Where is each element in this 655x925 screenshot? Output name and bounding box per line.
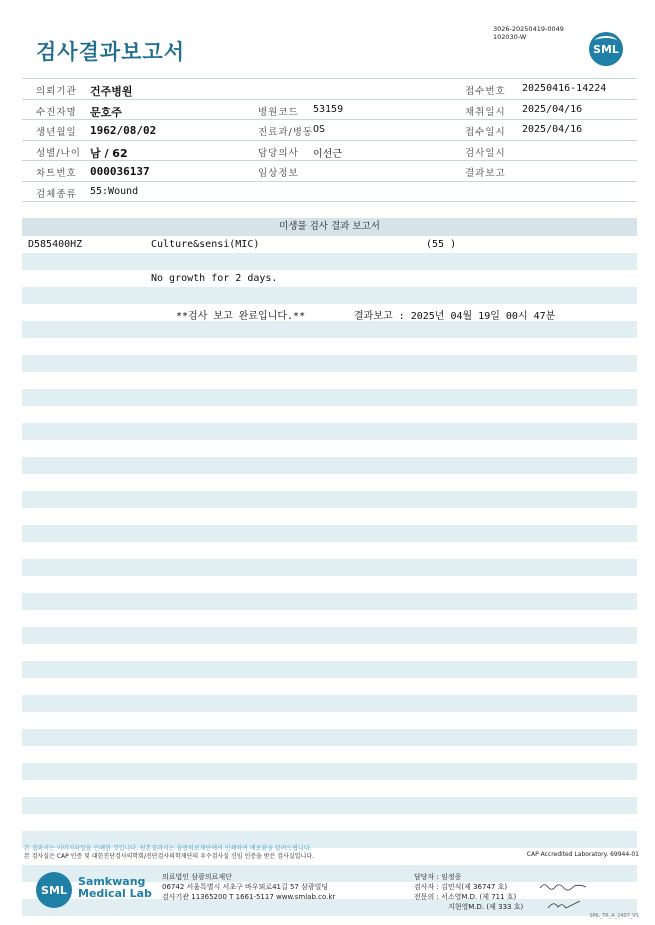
birth-value: 1962/08/02 [90, 124, 157, 137]
sex-age-label: 성별/나이 [36, 147, 81, 159]
footer-note-cap: 본 검사실은 CAP 인증 및 대한진단검사의학회/진단검사의학재단의 우수검사실 신임 인증을 받은 검사실입니다. [24, 853, 314, 860]
info-row [22, 100, 637, 121]
specimen-code: (55 ) [426, 239, 457, 250]
institution-label: 의뢰기관 [36, 86, 77, 97]
test-name: Culture&sensi(MIC) [151, 239, 260, 250]
lab-name-line1: Samkwang [78, 875, 146, 888]
staff-line1: 담당자 : 임정웅 [414, 873, 462, 881]
lab-address-line1: 의료법인 삼광의료재단 [162, 873, 232, 881]
page-title: 검사결과보고서 [36, 40, 186, 64]
form-version: SML_TR_A_2407_V1 [589, 913, 639, 919]
hospital-code-value: 53159 [313, 103, 344, 115]
sml-logo-icon [589, 32, 623, 66]
specimen-label: 검체종류 [36, 188, 77, 200]
info-row [22, 79, 637, 100]
department-value: OS [313, 124, 326, 135]
patient-name-value: 문호주 [90, 105, 122, 119]
staff-line3: 전문의 : 서소영M.D. (제 711 호) [414, 893, 517, 901]
cap-accreditation: CAP Accredited Laboratory. 69944-01 [526, 851, 639, 858]
test-date-label: 검사일시 [465, 147, 506, 159]
received-date-label: 접수일시 [465, 127, 506, 138]
completion-text: **검사 보고 완료입니다.** [176, 311, 306, 322]
document-id-line2: 102030-W [493, 33, 527, 41]
chart-no-value: 000036137 [90, 165, 150, 178]
finding-text: No growth for 2 days. [151, 273, 278, 284]
lab-name-line2: Medical Lab [78, 887, 152, 900]
staff-line2: 검사자 : 김민식(제 36747 호) [414, 883, 508, 891]
info-row [22, 161, 637, 182]
lab-address [162, 872, 335, 902]
doctor-value: 이선근 [313, 148, 342, 160]
info-row [22, 141, 637, 162]
lab-name [78, 876, 152, 900]
signature-icon [546, 898, 582, 912]
result-header: 미생물 검사 결과 보고서 [22, 218, 637, 236]
document-id [493, 25, 564, 41]
patient-info-table [22, 78, 637, 202]
signature-icon [538, 880, 588, 892]
test-code: D585400HZ [28, 239, 83, 250]
doctor-label: 담당의사 [258, 147, 299, 159]
report-label: 결과보고 [465, 168, 506, 179]
institution-value: 건주병원 [90, 85, 133, 98]
receipt-no-value: 20250416-14224 [522, 83, 607, 94]
document-id-line1: 3026-20250419-0049 [493, 25, 564, 33]
specimen-value: 55:Wound [90, 185, 139, 197]
result-stripes [22, 253, 637, 925]
staff-list [414, 872, 523, 912]
lab-logo-text: SML [41, 883, 67, 897]
patient-name-label: 수진자명 [36, 106, 77, 118]
clinical-info-label: 임상정보 [258, 168, 299, 179]
lab-address-line2: 06742 서울특별시 서초구 바우뫼로41길 57 삼광빌딩 [162, 883, 329, 891]
chart-no-label: 차트번호 [36, 168, 77, 179]
hospital-code-label: 병원코드 [258, 106, 299, 118]
collection-date-value: 2025/04/16 [522, 103, 583, 115]
report-time: 결과보고 : 2025년 04월 19일 00시 47분 [354, 311, 556, 322]
collection-date-label: 채취일시 [465, 106, 506, 118]
received-date-value: 2025/04/16 [522, 124, 583, 135]
sml-logo-text: SML [593, 42, 619, 56]
staff-line4: 지현영M.D. (제 333 호) [448, 903, 524, 911]
lab-logo-icon [36, 872, 72, 908]
sex-age-value: 남 / 62 [90, 146, 128, 160]
info-row [22, 120, 637, 141]
lab-address-line3: 검사기관 11365200 T 1661-5117 www.smlab.co.kr [162, 893, 336, 901]
birth-label: 생년월일 [36, 127, 77, 138]
receipt-no-label: 접수번호 [465, 86, 506, 97]
department-label: 진료과/병동 [258, 127, 314, 138]
footer-note-image: 본 결과지는 이미지파일을 인쇄한 것입니다. 원본결과지는 삼광의료재단에서 인쇄하여 배포됨을 알려드립니다. [24, 845, 312, 852]
info-row [22, 182, 637, 203]
